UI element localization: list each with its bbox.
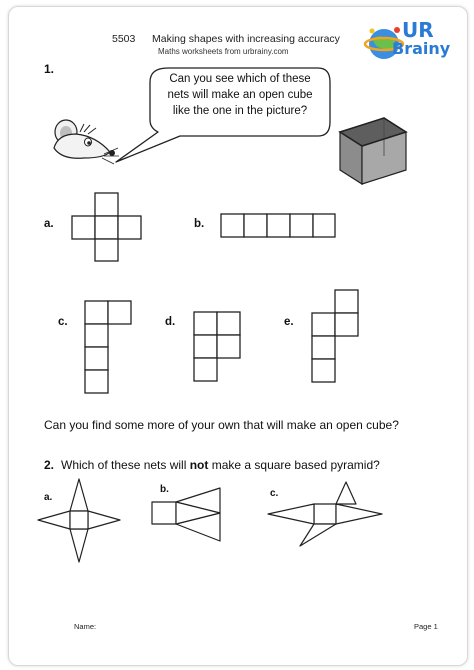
net-c-label: c. xyxy=(58,316,68,328)
question-2-text-after: make a square based pyramid? xyxy=(208,458,380,472)
question-2-number: 2. xyxy=(44,458,55,472)
net-b-label: b. xyxy=(194,218,205,230)
name-label: Name: xyxy=(74,622,97,631)
net-a-label: a. xyxy=(44,218,54,230)
question-2-text-bold: not xyxy=(189,458,209,472)
bubble-line-1: Can you see which of these xyxy=(169,73,311,85)
question-2-text xyxy=(61,458,380,472)
bubble-line-3: like the one in the picture? xyxy=(172,105,308,117)
net-a xyxy=(72,192,142,262)
open-cube-icon xyxy=(336,108,420,188)
question-1-followup: Can you find some more of your own that will make an open cube? xyxy=(44,418,399,432)
worksheet-subtitle: Maths worksheets from urbrainy.com xyxy=(158,47,289,56)
question-2-text-before: Which of these nets will xyxy=(61,458,190,472)
logo-ur-text: UR xyxy=(402,18,434,42)
worksheet-title: Making shapes with increasing accuracy xyxy=(152,33,340,45)
pyramid-net-b xyxy=(150,486,222,546)
pyramid-net-a-label: a. xyxy=(44,492,53,503)
logo-brainy-text: Brainy xyxy=(392,39,451,58)
page-number: Page 1 xyxy=(414,622,438,631)
pyramid-net-c xyxy=(266,480,384,550)
net-e-label: e. xyxy=(284,316,294,328)
net-e xyxy=(311,289,359,383)
pyramid-net-b-label: b. xyxy=(160,484,169,495)
net-d-label: d. xyxy=(165,316,176,328)
worksheet-code: 5503 xyxy=(112,33,136,45)
net-d xyxy=(193,311,241,382)
pyramid-net-c-label: c. xyxy=(270,488,279,499)
mouse-mascot-icon xyxy=(44,118,120,168)
question-1-number: 1. xyxy=(44,62,55,76)
net-c xyxy=(84,300,132,394)
bubble-line-2: nets will make an open cube xyxy=(167,89,313,101)
net-b xyxy=(220,213,336,238)
pyramid-net-a xyxy=(36,478,122,564)
